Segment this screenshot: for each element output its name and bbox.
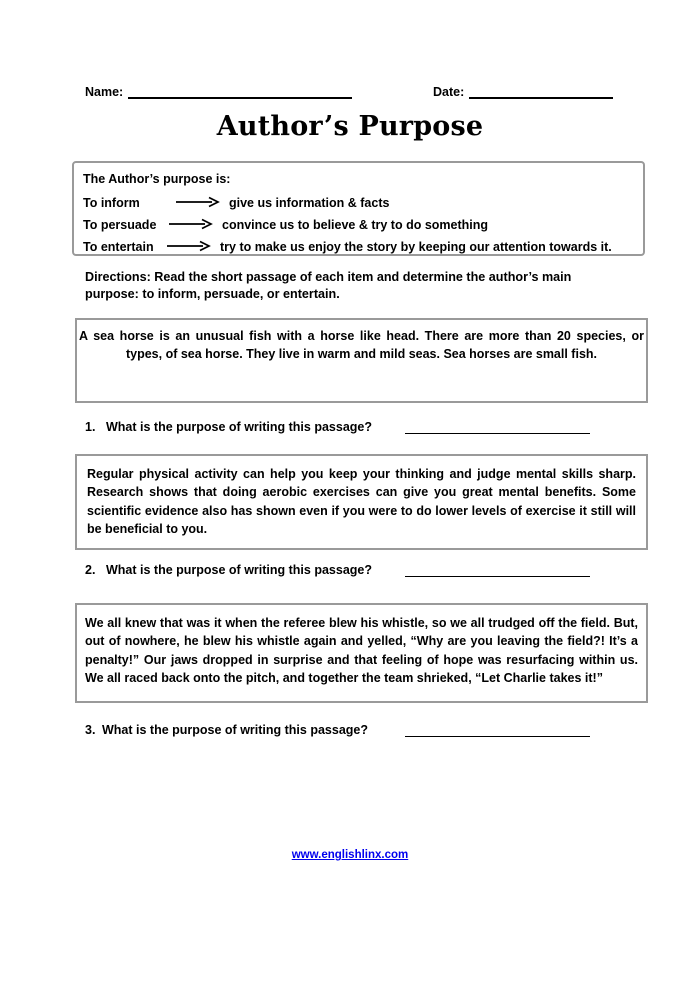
question-text-3: What is the purpose of writing this passage? [102, 723, 368, 737]
name-blank-line[interactable] [128, 84, 352, 99]
page-title: Author’s Purpose [216, 111, 484, 142]
question-text-2: What is the purpose of writing this passage? [106, 563, 372, 577]
purpose-desc-entertain: try to make us enjoy the story by keeping our attention towards it. [220, 240, 612, 254]
purpose-intro: The Author’s purpose is: [83, 172, 231, 186]
purpose-label-persuade: To persuade [83, 218, 157, 232]
answer-blank-line-3[interactable] [405, 723, 590, 737]
purpose-desc-inform: give us information & facts [229, 196, 390, 210]
website-link[interactable]: www.englishlinx.com [291, 849, 409, 861]
arrow-right-icon [166, 240, 212, 255]
question-text-1: What is the purpose of writing this passage? [106, 420, 372, 434]
name-field-group [85, 84, 352, 99]
arrow-right-icon [175, 196, 221, 211]
date-blank-line[interactable] [469, 84, 613, 99]
question-number-3: 3. [85, 723, 96, 737]
footer [0, 849, 700, 861]
purpose-key-box [72, 161, 645, 256]
purpose-desc-persuade: convince us to believe & try to do something [222, 218, 489, 232]
passage-box-3: We all knew that was it when the referee blew his whistle, so we all trudged off the field. But, out of nowhere, he blew his whistle again and yelled, “Why are you leaving the field?! It’s a penalty!” Our jaws dropped in surprise and that feeling of hope was resurfacing within us. We all raced back onto the pitch, and together the team shrieked, “Let Charlie takes it!” [75, 603, 648, 703]
date-label: Date: [433, 85, 465, 99]
answer-blank-line-2[interactable] [405, 563, 590, 577]
date-field-group [433, 84, 613, 99]
passage-box-2: Regular physical activity can help you keep your thinking and judge mental skills sharp. Research shows that doing aerobic exercises can give you great mental benefits. Some scientific evidence also has shown even if you were to do lower levels of exercise it still will be beneficial to you. [75, 454, 648, 550]
question-number-2: 2. [85, 563, 96, 577]
passage-box-1: A sea horse is an unusual fish with a horse like head. There are more than 20 species, or types, of sea horse. They live in warm and mild seas. Sea horses are small fish. [75, 318, 648, 403]
purpose-row-inform [83, 192, 634, 214]
question-row-2 [85, 563, 590, 577]
purpose-label-entertain: To entertain [83, 240, 154, 254]
purpose-row-persuade [83, 214, 634, 236]
name-label: Name: [85, 85, 124, 99]
directions-text: Directions: Read the short passage of each item and determine the author’s main purpose: to inform, persuade, or entertain. [85, 270, 572, 301]
purpose-label-inform: To inform [83, 196, 140, 210]
question-number-1: 1. [85, 420, 96, 434]
question-row-3 [85, 723, 590, 737]
arrow-right-icon [168, 218, 214, 233]
question-row-1 [85, 420, 590, 434]
answer-blank-line-1[interactable] [405, 420, 590, 434]
purpose-row-entertain [83, 236, 634, 258]
